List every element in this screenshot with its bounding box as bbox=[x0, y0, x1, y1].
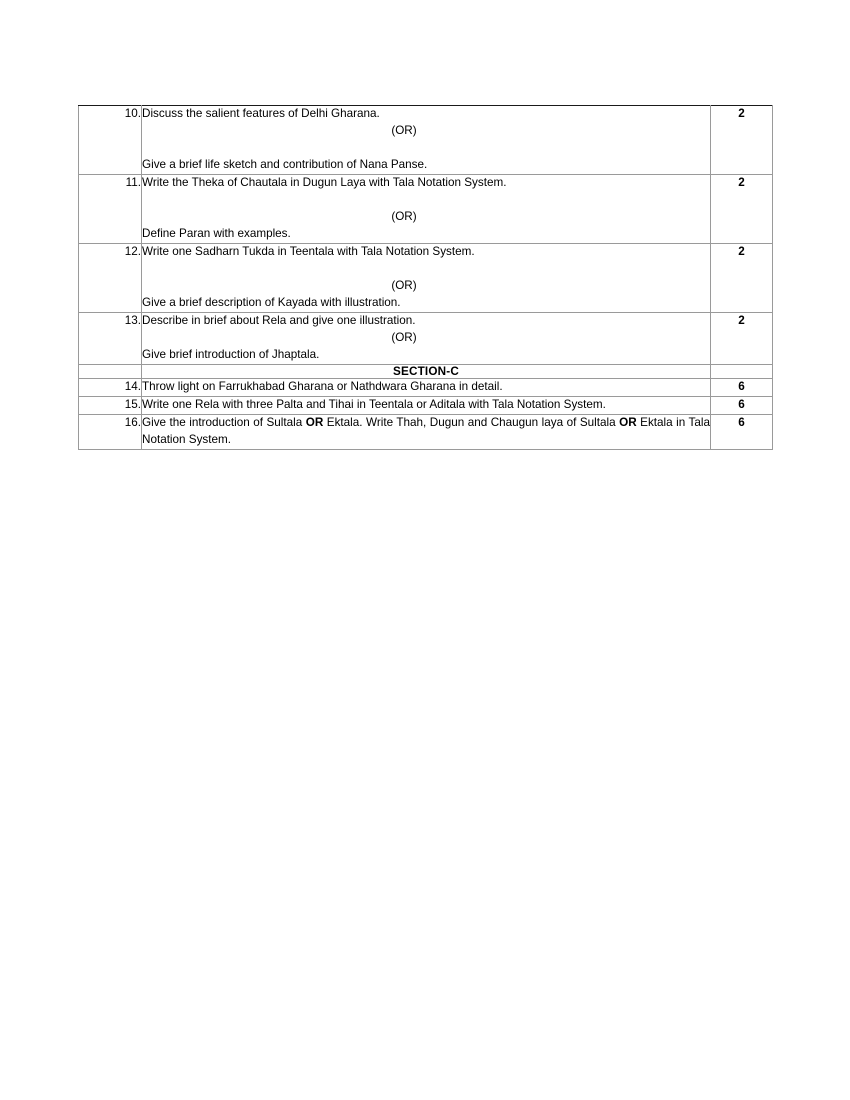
question-text-segment: Ektala in Tala Notation System. bbox=[142, 415, 710, 446]
marks-cell: 2 bbox=[711, 243, 773, 312]
question-number-cell: 12. bbox=[79, 243, 142, 312]
question-text-cell bbox=[142, 174, 711, 243]
question-number-cell: 13. bbox=[79, 312, 142, 364]
table-row bbox=[79, 396, 773, 414]
question-line-alternative: Give brief introduction of Jhaptala. bbox=[142, 347, 320, 361]
question-text-segment: Give the introduction of Sultala bbox=[142, 415, 306, 429]
or-separator: (OR) bbox=[391, 330, 417, 344]
marks-cell: 6 bbox=[711, 396, 773, 414]
table-row bbox=[79, 106, 773, 175]
table-row bbox=[79, 174, 773, 243]
question-text-segment: Ektala. Write Thah, Dugun and Chaugun laya of Sultala bbox=[323, 415, 620, 429]
marks-cell: 2 bbox=[711, 312, 773, 364]
marks-cell: 2 bbox=[711, 174, 773, 243]
question-line-alternative: Give a brief life sketch and contribution of Nana Panse. bbox=[142, 157, 428, 171]
question-text-cell bbox=[142, 243, 711, 312]
question-text-cell bbox=[142, 396, 711, 414]
question-line-primary: Write the Theka of Chautala in Dugun Laya with Tala Notation System. bbox=[142, 175, 507, 189]
question-line-alternative: Give a brief description of Kayada with illustration. bbox=[142, 295, 401, 309]
section-header-marks-cell bbox=[711, 364, 773, 378]
section-header-number-cell bbox=[79, 364, 142, 378]
question-number-cell: 15. bbox=[79, 396, 142, 414]
question-number-cell: 16. bbox=[79, 414, 142, 449]
table-row bbox=[79, 312, 773, 364]
or-separator: (OR) bbox=[391, 123, 417, 137]
table-row bbox=[79, 378, 773, 396]
question-text-cell bbox=[142, 414, 711, 449]
question-line-primary: Throw light on Farrukhabad Gharana or Nathdwara Gharana in detail. bbox=[142, 379, 503, 393]
question-text-cell bbox=[142, 106, 711, 175]
table-row bbox=[79, 243, 773, 312]
question-line-primary bbox=[142, 415, 710, 449]
or-keyword: OR bbox=[619, 415, 637, 429]
question-text-cell bbox=[142, 312, 711, 364]
or-keyword: OR bbox=[305, 415, 324, 429]
table-row bbox=[79, 414, 773, 449]
marks-cell: 6 bbox=[711, 378, 773, 396]
section-header-row bbox=[79, 364, 773, 378]
or-separator: (OR) bbox=[391, 209, 417, 223]
marks-cell: 2 bbox=[711, 106, 773, 175]
question-number-cell: 11. bbox=[79, 174, 142, 243]
marks-cell: 6 bbox=[711, 414, 773, 449]
line-spacer bbox=[142, 140, 710, 157]
question-line-primary: Write one Sadharn Tukda in Teentala with Tala Notation System. bbox=[142, 244, 475, 258]
question-line-primary: Write one Rela with three Palta and Tihai in Teentala or Aditala with Tala Notation System. bbox=[142, 397, 606, 411]
or-separator: (OR) bbox=[391, 278, 417, 292]
question-line-primary: Describe in brief about Rela and give one illustration. bbox=[142, 313, 416, 327]
question-number-cell: 10. bbox=[79, 106, 142, 175]
question-number-cell: 14. bbox=[79, 378, 142, 396]
line-spacer bbox=[142, 261, 710, 278]
question-line-primary: Discuss the salient features of Delhi Gharana. bbox=[142, 107, 380, 120]
questions-table bbox=[78, 105, 773, 450]
question-text-cell bbox=[142, 378, 711, 396]
line-spacer bbox=[142, 192, 710, 209]
question-line-alternative: Define Paran with examples. bbox=[142, 226, 291, 240]
section-header-label: SECTION-C bbox=[142, 364, 711, 378]
